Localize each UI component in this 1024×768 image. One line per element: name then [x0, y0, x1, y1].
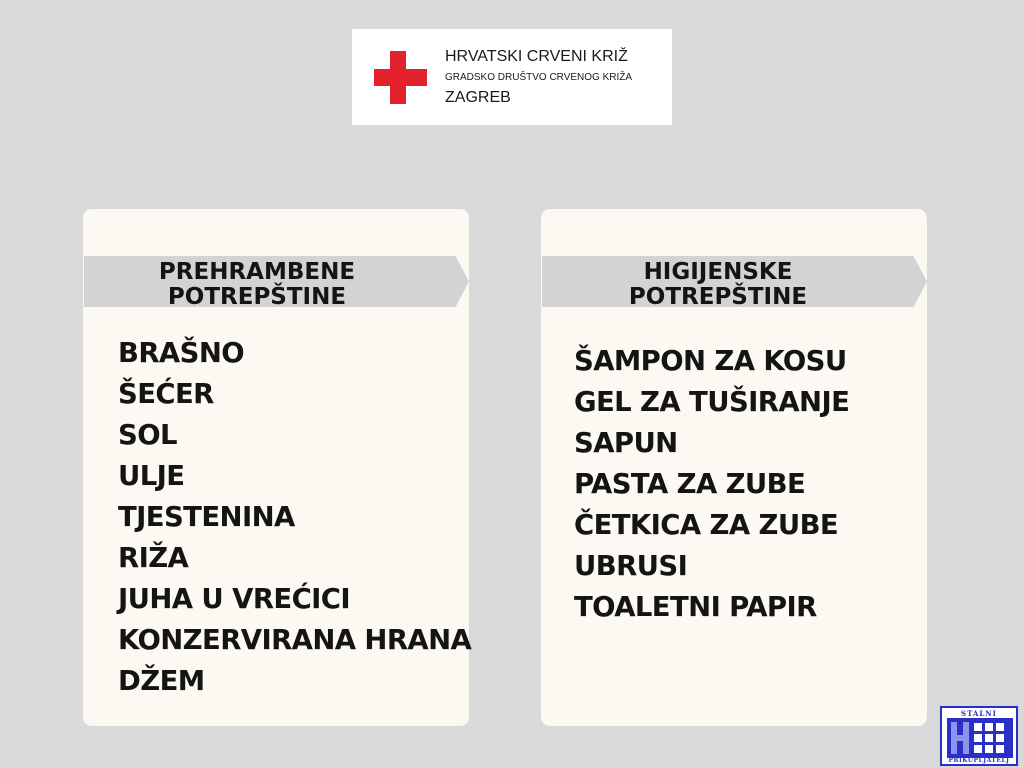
list-item: PASTA ZA ZUBE: [574, 468, 806, 500]
list-item: ULJE: [118, 460, 185, 492]
list-item: RIŽA: [118, 542, 189, 574]
hygiene-title-line1: HIGIJENSKE: [643, 259, 793, 285]
hygiene-panel-title: [568, 260, 868, 310]
list-item: TJESTENINA: [118, 501, 295, 533]
list-item: SOL: [118, 419, 177, 451]
collector-badge: [940, 706, 1018, 766]
list-item: GEL ZA TUŠIRANJE: [574, 386, 850, 418]
hygiene-title-line2: POTREPŠTINE: [628, 284, 808, 310]
food-title-line2: POTREPŠTINE: [167, 284, 347, 310]
food-panel-title: [107, 260, 407, 310]
badge-emblem-icon: [947, 718, 1013, 758]
hygiene-item-list: [574, 341, 849, 628]
list-item: UBRUSI: [574, 550, 688, 582]
badge-bottom-text: PRIKUPLJATELJ: [948, 757, 1010, 764]
food-item-list: [118, 333, 471, 702]
logo-org-name: HRVATSKI CRVENI KRIŽ: [445, 48, 628, 65]
list-item: SAPUN: [574, 427, 678, 459]
logo-city: ZAGREB: [445, 89, 511, 106]
list-item: KONZERVIRANA HRANA: [118, 624, 472, 656]
list-item: TOALETNI PAPIR: [574, 591, 817, 623]
list-item: BRAŠNO: [118, 337, 245, 369]
list-item: ŠAMPON ZA KOSU: [574, 345, 847, 377]
list-item: ŠEĆER: [118, 378, 214, 410]
list-item: ČETKICA ZA ZUBE: [574, 509, 839, 541]
logo-org-branch: GRADSKO DRUŠTVO CRVENOG KRIŽA: [445, 72, 633, 83]
food-title-line1: PREHRAMBENE: [158, 259, 356, 285]
badge-top-text: STALNI: [961, 709, 997, 718]
red-cross-icon-bar: [374, 69, 427, 86]
list-item: DŽEM: [118, 665, 205, 697]
list-item: JUHA U VREĆICI: [118, 583, 351, 615]
